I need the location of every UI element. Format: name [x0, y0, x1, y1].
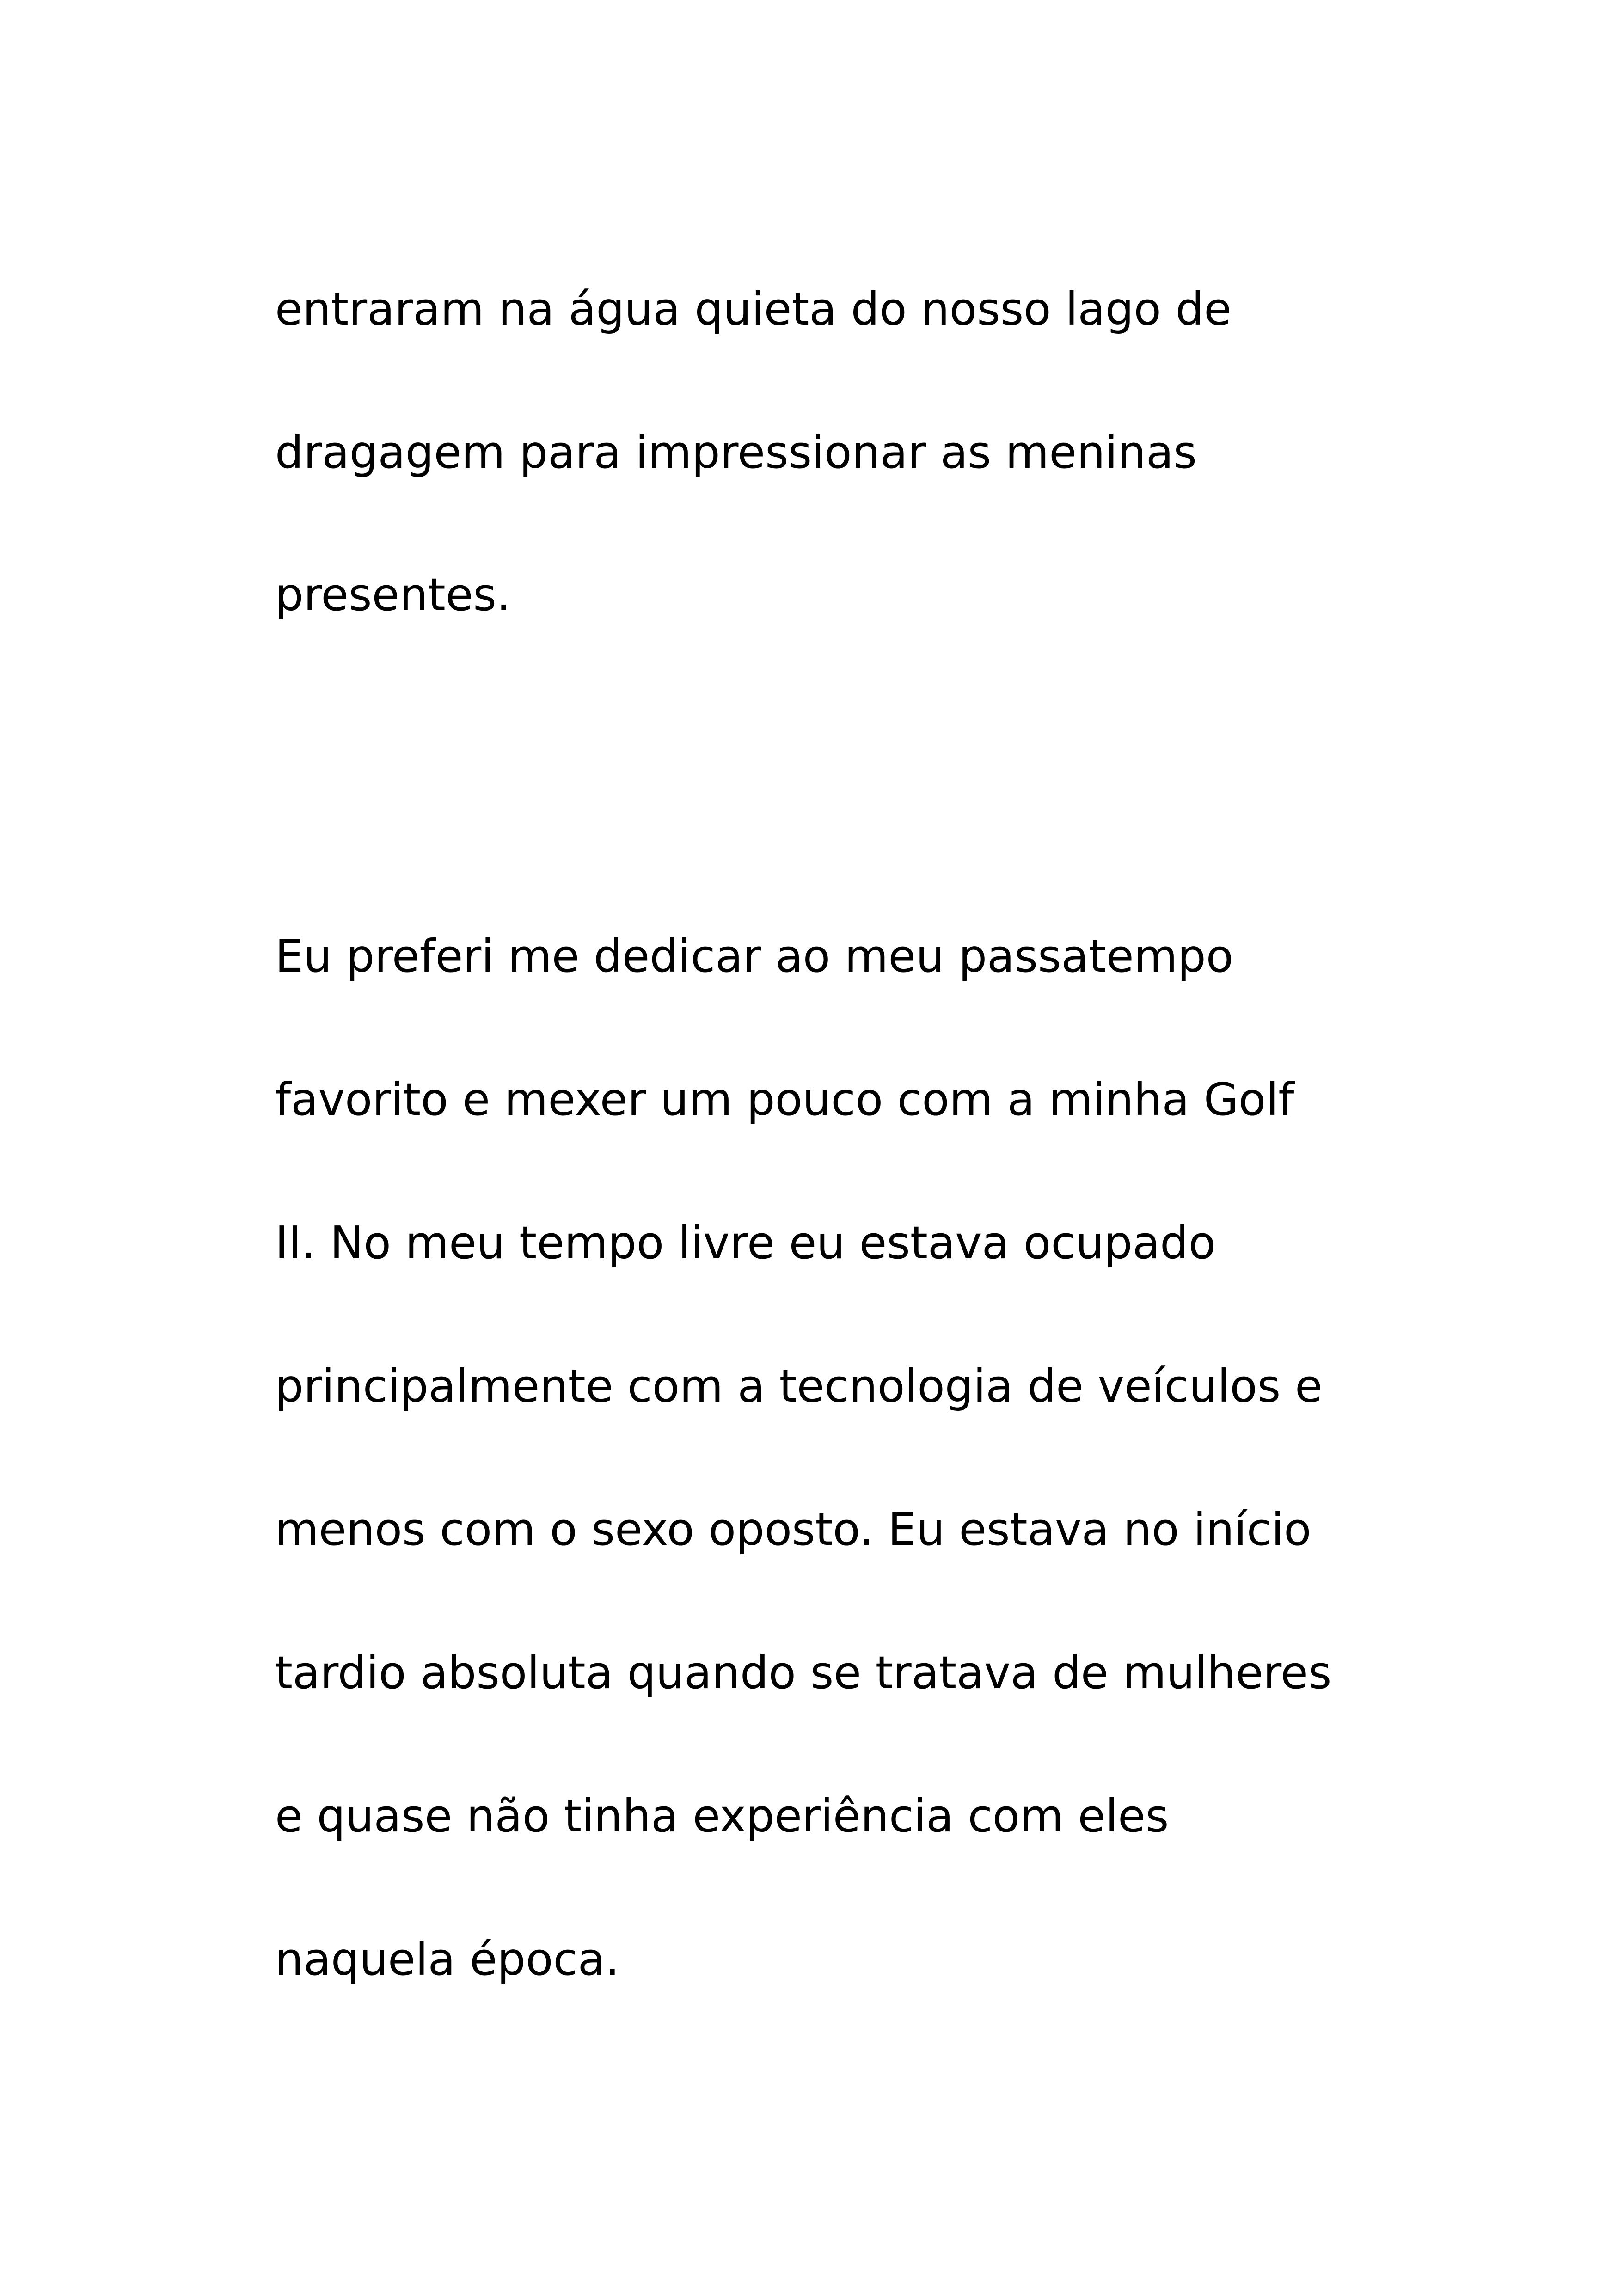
text-line: dragagem para impressionar as meninas	[275, 426, 1197, 478]
text-line: principalmente com a tecnologia de veículos e	[275, 1360, 1323, 1412]
text-line: entraram na água quieta do nosso lago de	[275, 283, 1232, 335]
text-line: Eu preferi me dedicar ao meu passatempo	[275, 930, 1234, 982]
text-line: favorito e mexer um pouco com a minha Golf	[275, 1073, 1294, 1126]
text-line: menos com o sexo oposto. Eu estava no início	[275, 1503, 1312, 1555]
text-line: naquela época.	[275, 1933, 620, 1985]
text-line: II. No meu tempo livre eu estava ocupado	[275, 1217, 1216, 1269]
text-line: presentes.	[275, 569, 511, 621]
text-line: e quase não tinha experiência com eles	[275, 1790, 1169, 1842]
text-line: tardio absoluta quando se tratava de mulheres	[275, 1647, 1332, 1699]
